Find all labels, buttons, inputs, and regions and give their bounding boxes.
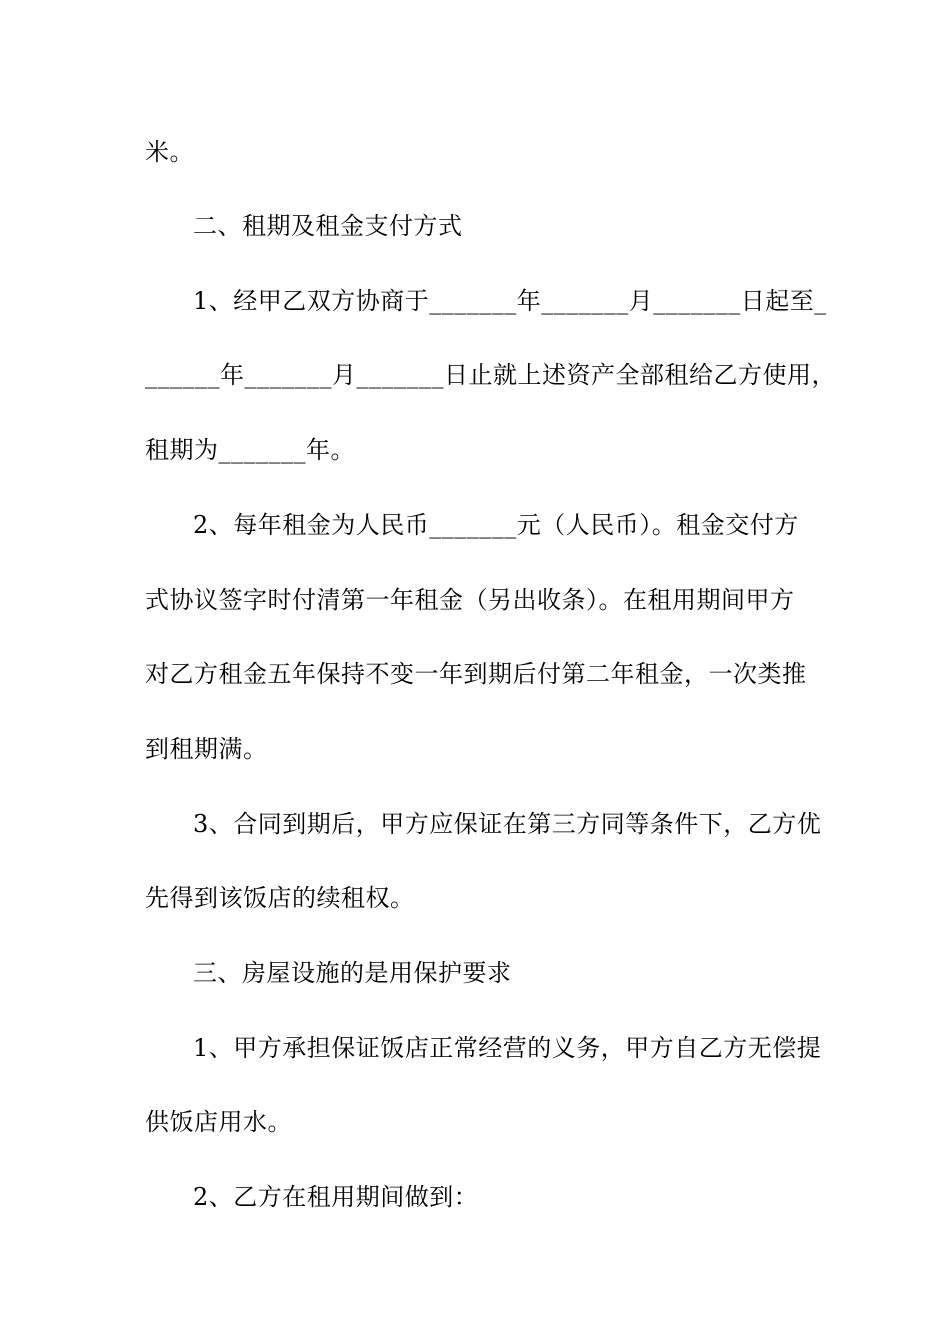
section-heading: 二、租期及租金支付方式 (193, 212, 463, 240)
section-heading: 三、房屋设施的是用保护要求 (193, 959, 512, 987)
text-line: 1、经甲乙双方协商于_______年_______月_______日起至_ (193, 287, 827, 315)
text-line: 到租期满。 (145, 735, 268, 763)
text-line: 米。 (145, 138, 194, 166)
text-line: 1、甲方承担保证饭店正常经营的义务，甲方自乙方无偿提 (193, 1034, 822, 1062)
text-line: 2、乙方在租用期间做到： (193, 1183, 479, 1211)
text-line: 3、合同到期后，甲方应保证在第三方同等条件下，乙方优 (193, 810, 822, 838)
text-line: 租期为_______年。 (145, 436, 355, 464)
text-line: 对乙方租金五年保持不变一年到期后付第二年租金，一次类推 (145, 660, 807, 688)
text-line: 先得到该饭店的续租权。 (145, 884, 415, 912)
text-line: 式协议签字时付清第一年租金（另出收条）。在租用期间甲方 (145, 586, 795, 614)
text-line: 2、每年租金为人民币_______元（人民币）。租金交付方 (193, 511, 799, 539)
text-line: 供饭店用水。 (145, 1108, 292, 1136)
text-line: ______年_______月_______日止就上述资产全部租给乙方使用， (145, 361, 836, 389)
